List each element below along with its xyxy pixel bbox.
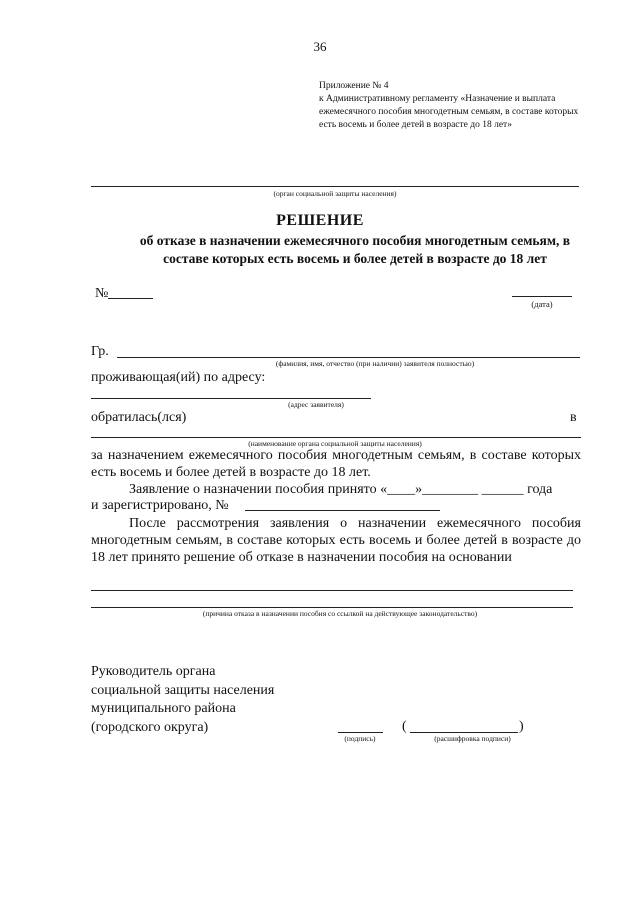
signer-line-1: Руководитель органа — [91, 664, 216, 679]
appendix-block — [319, 80, 581, 132]
signature-block — [91, 663, 274, 737]
page-number: 36 — [313, 39, 327, 54]
fio-caption: (фамилия, имя, отчество (при наличии) заявителя полностью) — [275, 359, 475, 368]
organ-name-caption: (наименование органа социальной защиты населения) — [248, 439, 422, 448]
signature-line — [338, 732, 383, 733]
document-subtitle: об отказе в назначении ежемесячного пособия многодетным семьям, в составе которых есть восемь и более детей в возрасте до 18 лет — [139, 233, 571, 266]
applied-suffix: в — [570, 410, 577, 425]
address-line — [91, 398, 371, 399]
applied-label: обратилась(лся) — [91, 410, 187, 425]
signer-line-4: (городского округа) — [91, 719, 209, 735]
appendix-title: Приложение № 4 — [319, 81, 389, 91]
date-caption: (дата) — [531, 299, 553, 309]
decoding-paren-close: ) — [519, 719, 524, 734]
citizen-line — [117, 357, 580, 358]
reason-line-2 — [91, 607, 573, 608]
organ-caption: (орган социальной защиты населения) — [273, 189, 397, 198]
purpose-text: за назначением ежемесячного пособия многодетным семьям, в составе которых есть восемь и более детей в возрасте до 18 лет. — [91, 448, 581, 480]
number-line — [108, 298, 153, 299]
organ-line — [91, 186, 579, 187]
reason-line-1 — [91, 590, 573, 591]
citizen-label: Гр. — [91, 344, 109, 359]
application-line2: и зарегистрировано, № — [91, 498, 229, 513]
document-title: РЕШЕНИЕ — [276, 212, 364, 229]
organ-name-line — [91, 437, 581, 438]
signature-caption: (подпись) — [344, 734, 376, 743]
reason-caption: (причина отказа в назначении пособия со ссылкой на действующее законодательство) — [202, 609, 478, 618]
appendix-text: к Административному регламенту «Назначение и выплата ежемесячного пособия многодетным семьям, в составе которых есть восемь и более детей в возрасте до 18 лет» — [319, 94, 579, 130]
signer-line-2: социальной защиты населения — [91, 682, 275, 698]
decision-text: После рассмотрения заявления о назначении ежемесячного пособия многодетным семьям, в составе которых есть восемь и более детей в возрасте до 18 лет принято решение об отказе в назначении пособия на основании — [91, 516, 581, 565]
signer-line-3: муниципального района — [91, 701, 236, 716]
address-caption: (адрес заявителя) — [288, 400, 344, 409]
number-label: № — [95, 286, 109, 301]
application-line1: Заявление о назначении пособия принято «____»________ ______ года — [129, 482, 553, 497]
decoding-line — [410, 732, 518, 733]
date-line — [512, 296, 572, 297]
decoding-caption: (расшифровка подписи) — [434, 734, 511, 743]
registration-line — [245, 510, 440, 511]
decoding-paren-open: ( — [402, 719, 407, 734]
address-label: проживающая(ий) по адресу: — [91, 370, 266, 385]
